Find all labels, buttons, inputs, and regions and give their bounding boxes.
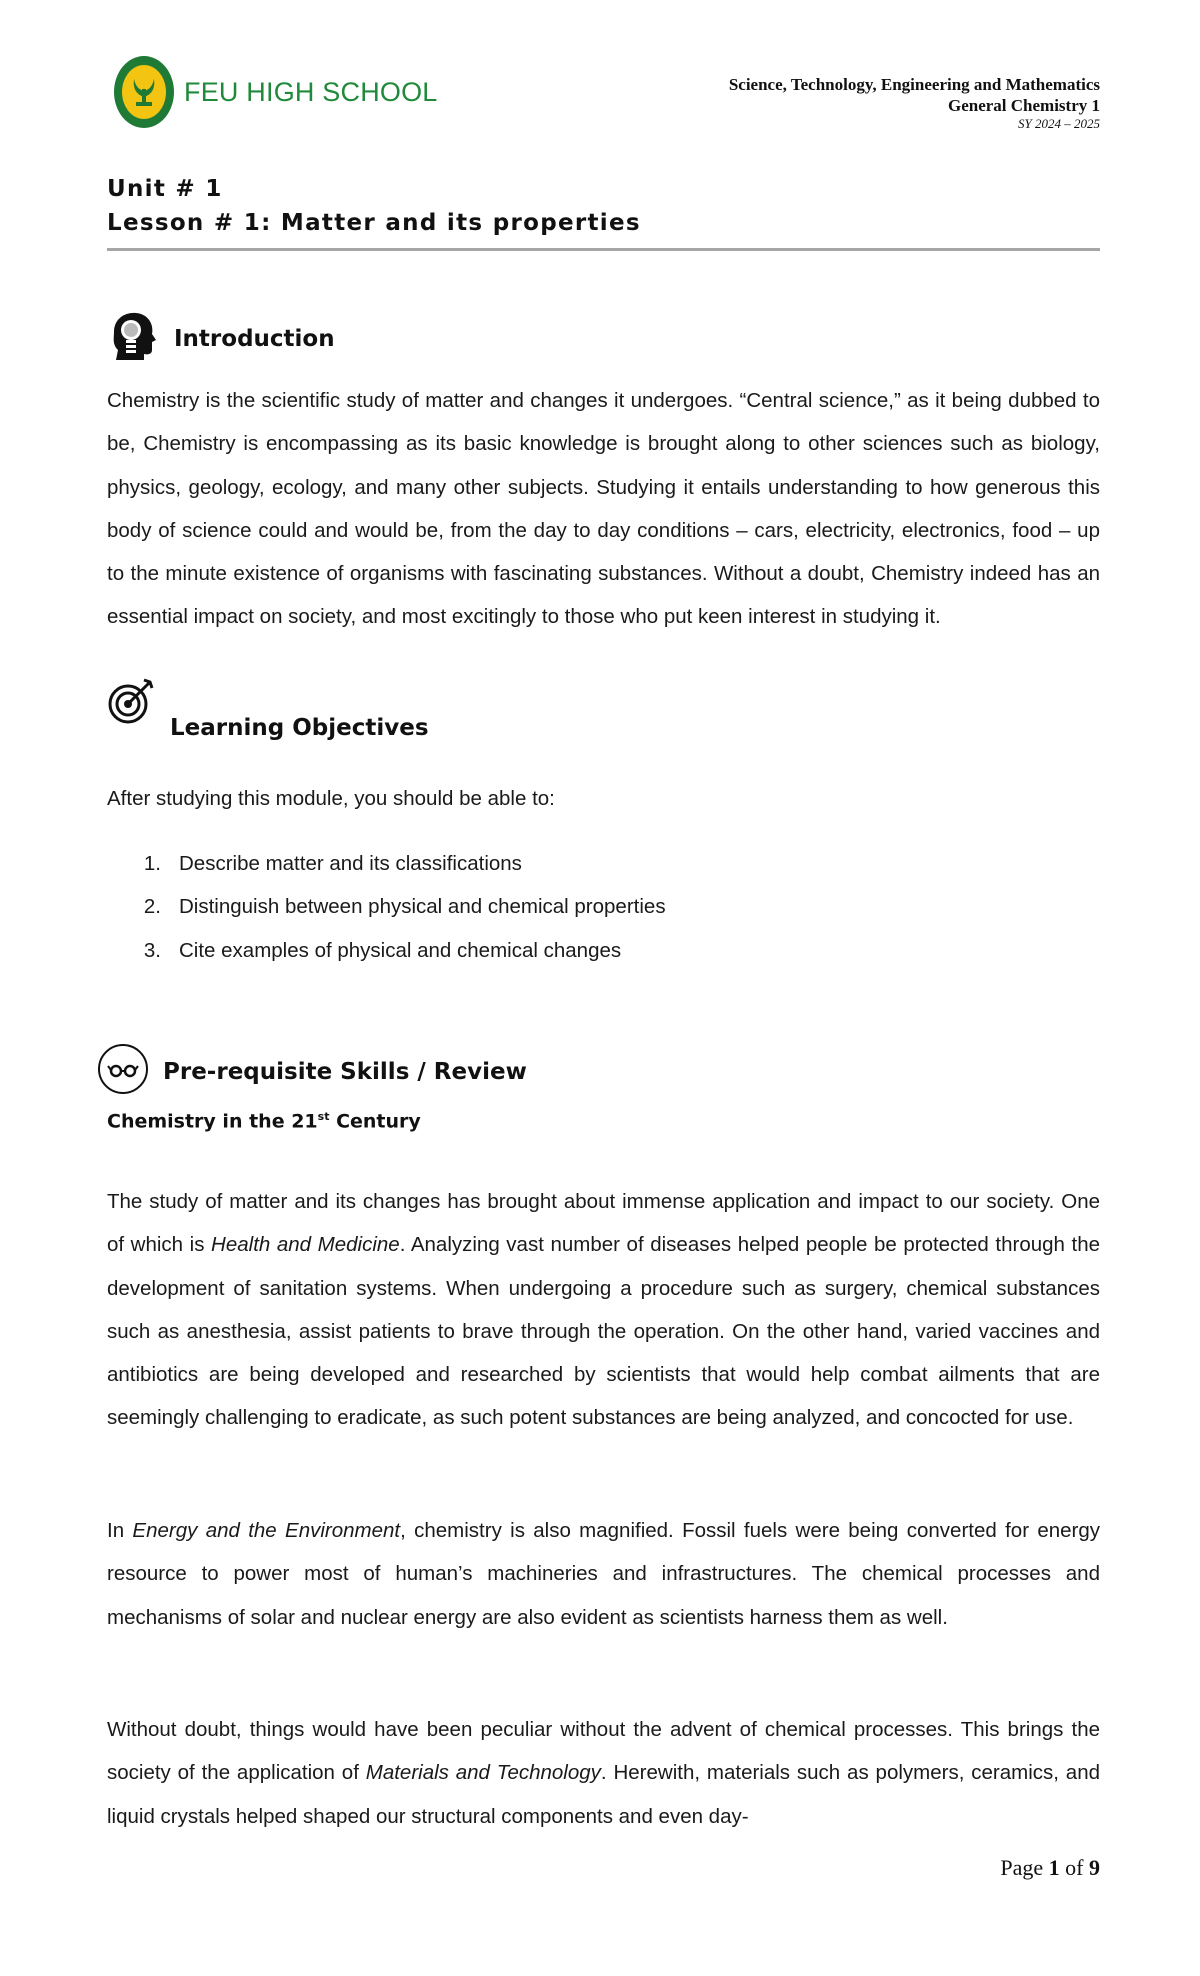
objective-item: 2. Distinguish between physical and chemical properties	[143, 895, 666, 919]
program-name: Science, Technology, Engineering and Mathematics	[728, 75, 1100, 94]
objective-item: 3. Cite examples of physical and chemical changes	[143, 938, 622, 962]
school-name: FEU HIGH SCHOOL	[184, 76, 438, 107]
target-icon	[106, 676, 156, 732]
lesson-title-block	[107, 172, 641, 240]
materials-technology-paragraph: Without doubt, things would have been peculiar without the advent of chemical processes. This brings the society of the application of Materials and Technology. Herewith, materials such as polymers, ceramics, and liquid crystals helped shaped our structural components and even day-	[107, 1718, 1101, 1828]
school-logo	[114, 56, 438, 128]
lesson-title: Lesson # 1: Matter and its properties	[107, 210, 641, 236]
page-number: Page 1 of 9	[1000, 1855, 1100, 1880]
document-header	[729, 74, 1100, 132]
objectives-list	[107, 842, 666, 972]
head-lightbulb-icon	[106, 310, 158, 368]
objectives-heading	[106, 690, 429, 746]
title-divider	[107, 248, 1100, 251]
objective-item: 1. Describe matter and its classifications	[143, 852, 522, 875]
health-medicine-paragraph: The study of matter and its changes has brought about immense application and impact to our society. One of which is Health and Medicine. Analyzing vast number of diseases helped people be protected through the development of sanitation systems. When undergoing a procedure such as surgery, chemical substances such as anesthesia, assist patients to brave through the operation. On the other hand, varied vaccines and antibiotics are being developed and researched by scientists that would help combat ailments that are seemingly challenging to eradicate, as such potent substances are being analyzed, and concocted for use.	[107, 1190, 1100, 1430]
objectives-lead: After studying this module, you should be able to:	[107, 787, 555, 810]
subject-name: General Chemistry 1	[947, 96, 1100, 115]
review-title: Pre-requisite Skills / Review	[163, 1059, 527, 1085]
unit-title: Unit # 1	[107, 176, 223, 202]
glasses-icon	[97, 1043, 149, 1101]
school-seal-icon	[114, 56, 174, 128]
introduction-title: Introduction	[174, 326, 335, 352]
introduction-text: Chemistry is the scientific study of matter and changes it undergoes. “Central science,” as it being dubbed to be, Chemistry is encompassing as its basic knowledge is brought along to other sciences such as biology, physics, geology, ecology, and many other subjects. Studying it entails understanding to how generous this body of science could and would be, from the day to day conditions – cars, electricity, electronics, food – up to the minute existence of organisms with fascinating substances. Without a doubt, Chemistry indeed has an essential impact on society, and most excitingly to those who put keen interest in studying it.	[107, 389, 1100, 629]
energy-environment-paragraph: In Energy and the Environment, chemistry is also magnified. Fossil fuels were being converted for energy resource to power most of human’s machineries and infrastructures. The chemical processes and mechanisms of solar and nuclear energy are also evident as scientists harness them as well.	[107, 1519, 1101, 1629]
review-heading	[97, 1043, 527, 1101]
review-subheading: Chemistry in the 21st Century	[107, 1110, 421, 1133]
school-year: SY 2024 – 2025	[1018, 116, 1100, 131]
introduction-heading	[106, 310, 335, 368]
objectives-title: Learning Objectives	[170, 715, 429, 741]
